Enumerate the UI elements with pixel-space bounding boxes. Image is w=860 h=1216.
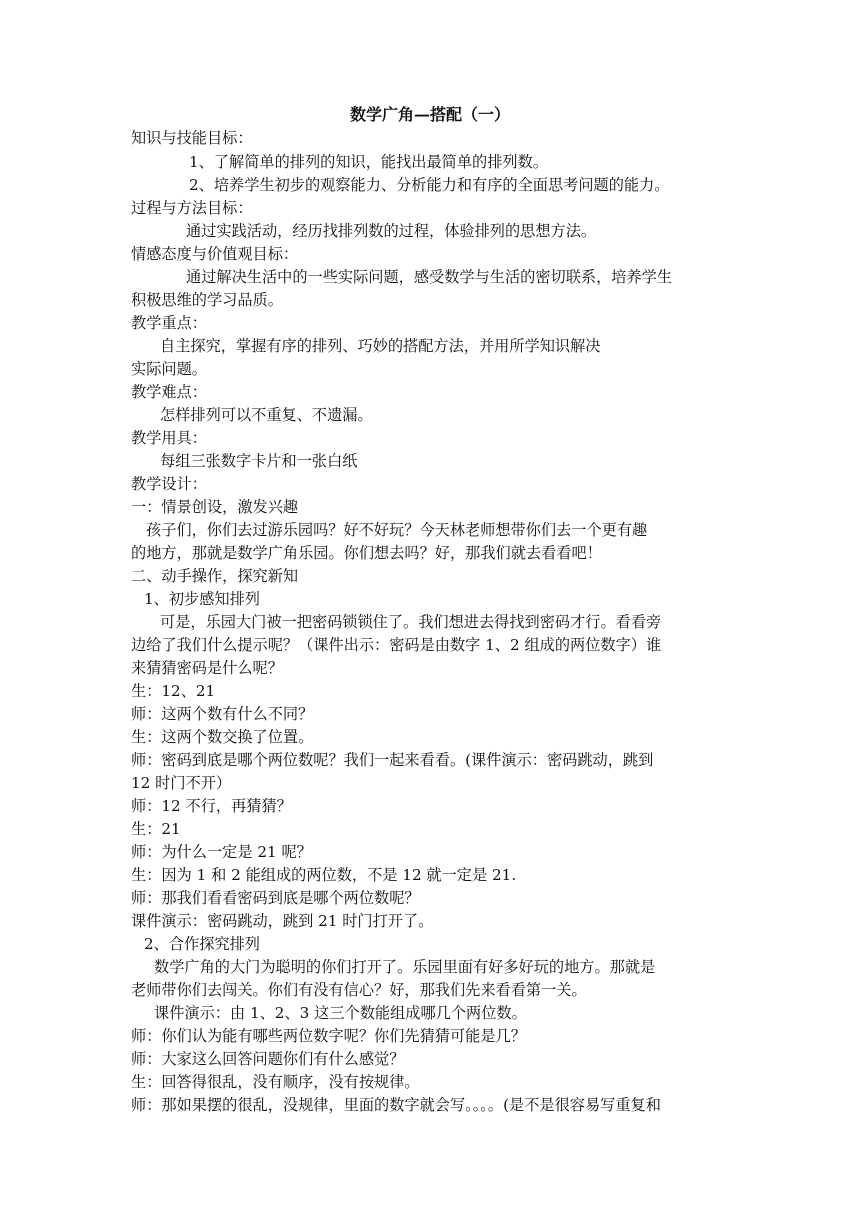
heading-difficulties: 教学难点： — [131, 383, 207, 401]
subsection-heading: 1、初步感知排列 — [144, 590, 260, 608]
paragraph-line: 实际问题。 — [131, 360, 207, 378]
heading-teaching-design: 教学设计： — [131, 475, 207, 493]
dialogue-line: 生：12、21 — [131, 682, 216, 700]
paragraph-line: 每组三张数字卡片和一张白纸 — [160, 452, 358, 470]
heading-emotion-goals: 情感态度与价值观目标： — [131, 245, 299, 263]
dialogue-line: 12 时门不开） — [131, 774, 232, 792]
dialogue-line: 生：这两个数交换了位置。 — [131, 728, 314, 746]
paragraph-line: 积极思维的学习品质。 — [131, 291, 283, 309]
paragraph-line: 孩子们，你们去过游乐园吗？好不好玩？今天林老师想带你们去一个更有趣 — [146, 521, 648, 539]
heading-teaching-tools: 教学用具： — [131, 429, 207, 447]
paragraph-line: 通过实践活动，经历找排列数的过程，体验排列的思想方法。 — [186, 222, 597, 240]
heading-knowledge-goals: 知识与技能目标： — [131, 129, 253, 147]
paragraph-line: 课件演示：由 1、2、3 这三个数能组成哪几个两位数。 — [154, 1004, 527, 1022]
dialogue-line: 生：回答得很乱，没有顺序，没有按规律。 — [131, 1073, 420, 1091]
paragraph-line: 自主探究，掌握有序的排列、巧妙的搭配方法，并用所学知识解决 — [160, 337, 601, 355]
section-heading: 二、动手操作，探究新知 — [131, 567, 299, 585]
dialogue-line: 师：这两个数有什么不同？ — [131, 705, 314, 723]
subsection-heading: 2、合作探究排列 — [144, 935, 260, 953]
dialogue-line: 师：大家这么回答问题你们有什么感觉？ — [131, 1050, 405, 1068]
paragraph-line: 的地方，那就是数学广角乐园。你们想去吗？好，那我们就去看看吧！ — [131, 544, 602, 562]
section-heading: 一：情景创设，激发兴趣 — [131, 498, 299, 516]
dialogue-line: 师：12 不行，再猜猜？ — [131, 797, 292, 815]
dialogue-line: 师：为什么一定是 21 呢？ — [131, 843, 312, 861]
heading-key-points: 教学重点： — [131, 314, 207, 332]
dialogue-line: 师：你们认为能有哪些两位数字呢？你们先猜猜可能是几？ — [131, 1027, 526, 1045]
paragraph-line: 老师带你们去闯关。你们有没有信心？好，那我们先来看看第一关。 — [131, 981, 587, 999]
paragraph-line: 2、培养学生初步的观察能力、分析能力和有序的全面思考问题的能力。 — [189, 176, 670, 194]
dialogue-line: 师：那我们看看密码到底是哪个两位数呢？ — [131, 889, 420, 907]
paragraph-line: 可是，乐园大门被一把密码锁锁住了。我们想进去得找到密码才行。看看旁 — [160, 613, 662, 631]
paragraph-line: 来猜猜密码是什么呢？ — [131, 659, 283, 677]
heading-process-goals: 过程与方法目标： — [131, 199, 253, 217]
dialogue-line: 生：21 — [131, 820, 181, 838]
dialogue-line: 生：因为 1 和 2 能组成的两位数，不是 12 就一定是 21. — [131, 866, 517, 884]
paragraph-line: 1、了解简单的排列的知识，能找出最简单的排列数。 — [189, 153, 548, 171]
paragraph-line: 怎样排列可以不重复、不遗漏。 — [160, 406, 373, 424]
dialogue-line: 师：密码到底是哪个两位数呢？我们一起来看看。(课件演示：密码跳动，跳到 — [131, 751, 654, 769]
paragraph-line: 边给了我们什么提示呢？（课件出示：密码是由数字 1、2 组成的两位数字）谁 — [131, 636, 662, 654]
document-title: 数学广角—搭配（一） — [349, 105, 510, 124]
dialogue-line: 课件演示：密码跳动，跳到 21 时门打开了。 — [131, 912, 434, 930]
paragraph-line: 通过解决生活中的一些实际问题，感受数学与生活的密切联系，培养学生 — [186, 268, 672, 286]
dialogue-line: 师：那如果摆的很乱，没规律，里面的数字就会写。。。。(是不是很容易写重复和 — [131, 1096, 661, 1114]
paragraph-line: 数学广角的大门为聪明的你们打开了。乐园里面有好多好玩的地方。那就是 — [154, 958, 656, 976]
